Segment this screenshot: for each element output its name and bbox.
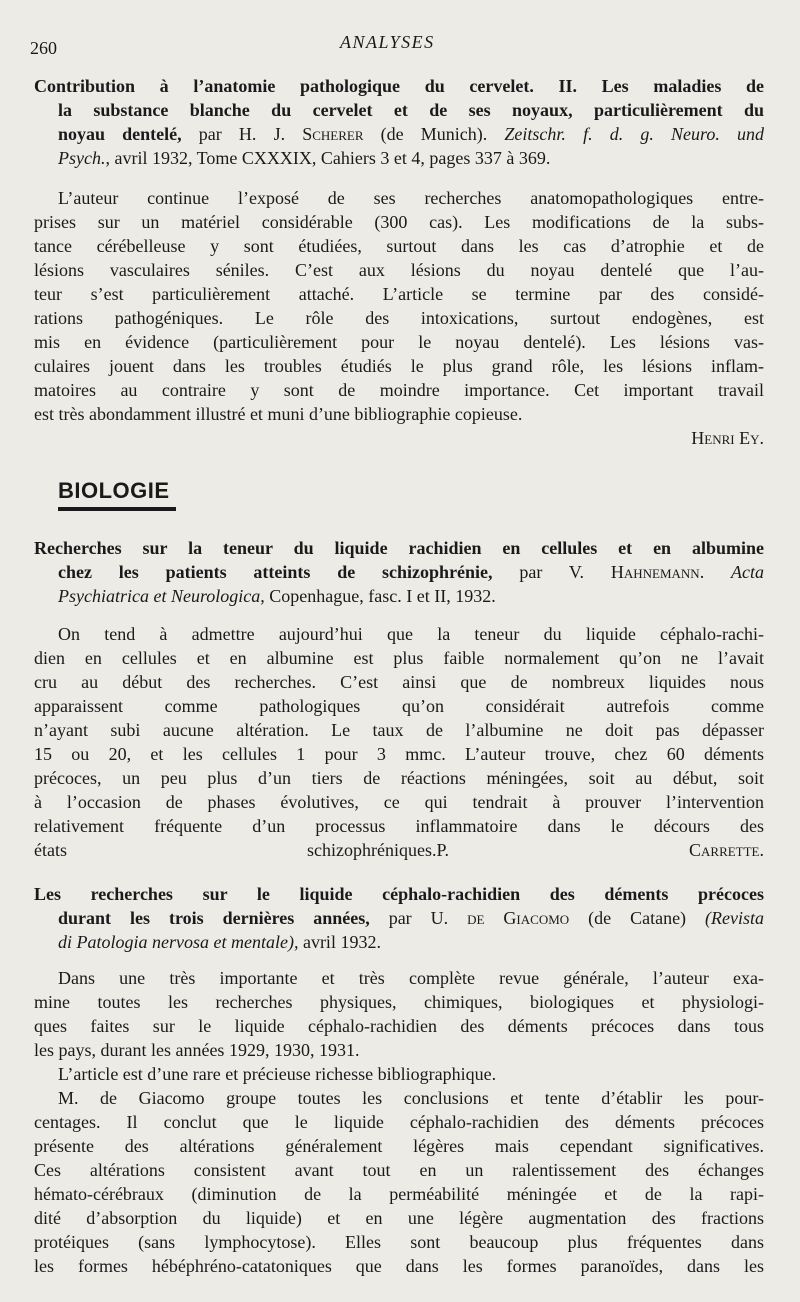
body-line: culaires jouent dans les troubles étudiés le plus grand rôle, les lésions inflam- xyxy=(34,356,764,376)
body-line: protéiques (sans lymphocytose). Elles sont beaucoup plus fréquentes dans xyxy=(34,1232,764,1252)
section-heading: BIOLOGIE xyxy=(58,478,170,503)
body-line: apparaissent comme pathologiques qu’on considérait autrefois comme xyxy=(34,696,764,716)
body-line: états schizophréniques.P. Carrette. xyxy=(34,840,764,860)
title-line: Psychiatrica et Neurologica, Copenhague, fasc. I et II, 1932. xyxy=(58,586,496,606)
author-name: Hahnemann xyxy=(610,562,700,582)
body-line: précoces, un peu plus d’un tiers de réactions méningées, soit au début, soit xyxy=(34,768,764,788)
body-line: dité d’absorption du liquide) et en une légère augmentation des fractions xyxy=(34,1208,764,1228)
body-line: L’article est d’une rare et précieuse richesse bibliographique. xyxy=(58,1064,497,1084)
body-line: On tend à admettre aujourd’hui que la teneur du liquide céphalo-rachi- xyxy=(58,624,764,644)
body-line: Dans une très importante et très complète revue générale, l’auteur exa- xyxy=(58,968,764,988)
body-line: mine toutes les recherches physiques, chimiques, biologiques et physiologi- xyxy=(34,992,764,1012)
article-1-body xyxy=(34,186,764,450)
body-line: les pays, durant les années 1929, 1930, 1931. xyxy=(34,1040,360,1060)
journal-name: Psych. xyxy=(58,148,106,168)
title-line: la substance blanche du cervelet et de ses noyaux, particulièrement du xyxy=(58,100,764,120)
author-name: Scherer xyxy=(302,124,364,144)
body-line: teur s’est particulièrement attaché. L’article se termine par des considé- xyxy=(34,284,764,304)
body-line: ques faites sur le liquide céphalo-rachidien des déments précoces dans tous xyxy=(34,1016,764,1036)
journal-name: Acta xyxy=(731,562,765,582)
body-line: 15 ou 20, et les cellules 1 pour 3 mmc. L’auteur trouve, chez 60 déments xyxy=(34,744,764,764)
article-2-body xyxy=(34,622,764,862)
body-line: tance cérébelleuse y sont étudiées, surtout dans les cas d’atrophie et de xyxy=(34,236,764,256)
body-line: relativement fréquente d’un processus inflammatoire dans le décours des xyxy=(34,816,764,836)
body-line: Ces altérations consistent avant tout en un ralentissement des échanges xyxy=(34,1160,764,1180)
running-head: ANALYSES xyxy=(340,32,435,52)
article-3-title xyxy=(34,882,764,954)
body-line: hémato-cérébraux (diminution de la perméabilité méningée et de la rapi- xyxy=(34,1184,764,1204)
body-line: prises sur un matériel considérable (300 cas). Les modifications de la subs- xyxy=(34,212,764,232)
page-number: 260 xyxy=(30,38,57,58)
title-line: Psych., avril 1932, Tome CXXXIX, Cahiers 3 et 4, pages 337 à 369. xyxy=(58,148,551,168)
body-line: est très abondamment illustré et muni d’une bibliographie copieuse. xyxy=(34,404,523,424)
journal-name: di Patologia nervosa et mentale), xyxy=(58,932,299,952)
journal-name: Zeitschr. f. d. g. Neuro. und xyxy=(504,124,764,144)
journal-name: Psychiatrica et Neurologica, xyxy=(58,586,265,606)
body-line: rations pathogéniques. Le rôle des intoxications, surtout endogènes, est xyxy=(34,308,764,328)
author-name: de Giacomo xyxy=(467,908,570,928)
body-line: les formes hébéphréno-catatoniques que dans les formes paranoïdes, dans les xyxy=(34,1256,764,1276)
body-line: M. de Giacomo groupe toutes les conclusions et tente d’établir les pour- xyxy=(58,1088,764,1108)
signature: Henri Ey. xyxy=(691,428,764,448)
article-3-body xyxy=(34,966,764,1278)
body-line: matoires au contraire y sont de moindre importance. Cet important travail xyxy=(34,380,764,400)
article-2-title xyxy=(34,536,764,608)
title-line: chez les patients atteints de schizophrénie, par V. Hahnemann. Acta xyxy=(58,562,765,582)
title-line: Les recherches sur le liquide céphalo-rachidien des déments précoces xyxy=(34,884,764,904)
body-line: lésions vasculaires séniles. C’est aux lésions du noyau dentelé que l’au- xyxy=(34,260,764,280)
article-1-title xyxy=(34,74,764,170)
body-line: L’auteur continue l’exposé de ses recherches anatomopathologiques entre- xyxy=(58,188,764,208)
body-line: à l’occasion de phases évolutives, ce qui tendrait à prouver l’intervention xyxy=(34,792,764,812)
title-line: noyau dentelé, par H. J. Scherer (de Munich). Zeitschr. f. d. g. Neuro. und xyxy=(58,124,764,144)
title-line: Recherches sur la teneur du liquide rachidien en cellules et en albumine xyxy=(34,538,764,558)
body-line: centages. Il conclut que le liquide céphalo-rachidien des déments précoces xyxy=(34,1112,764,1132)
title-line: durant les trois dernières années, par U. de Giacomo (de Catane) (Revista xyxy=(58,908,765,928)
body-line: n’ayant subi aucune altération. Le taux de l’albumine ne doit pas dépasser xyxy=(34,720,764,740)
body-line: présente des altérations généralement légères mais cependant significatives. xyxy=(34,1136,764,1156)
section-underline xyxy=(58,507,176,511)
journal-name: (Revista xyxy=(705,908,765,928)
signature: P. Carrette. xyxy=(436,840,764,860)
body-line: mis en évidence (particulièrement pour le noyau dentelé). Les lésions vas- xyxy=(34,332,764,352)
body-line: dien en cellules et en albumine est plus faible normalement qu’on ne l’avait xyxy=(34,648,764,668)
title-line: Contribution à l’anatomie pathologique du cervelet. II. Les maladies de xyxy=(34,76,764,96)
body-line: cru au début des recherches. C’est ainsi que de nombreux liquides nous xyxy=(34,672,764,692)
title-line: di Patologia nervosa et mentale), avril 1932. xyxy=(58,932,381,952)
